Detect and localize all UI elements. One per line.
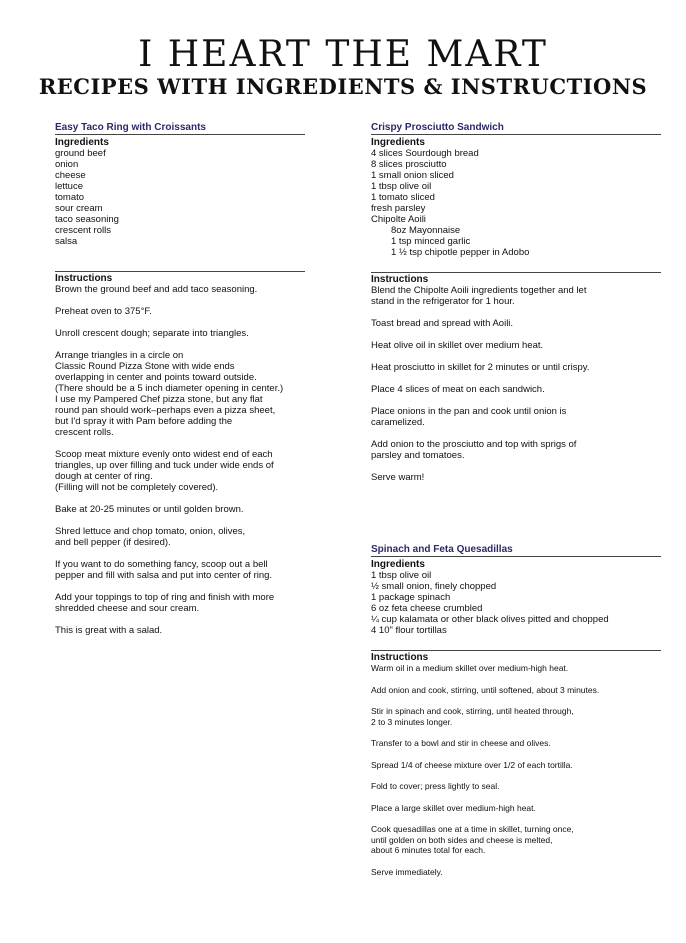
ingredients-list	[55, 148, 305, 247]
list-item: taco seasoning	[55, 214, 119, 225]
instruction-step: Serve warm!	[371, 472, 425, 483]
list-item: 4 slices Sourdough bread	[371, 148, 479, 159]
instruction-step: Heat olive oil in skillet over medium heat.	[371, 340, 544, 351]
instruction-step: Add your toppings to top of ring and finish with more shredded cheese and sour cream.	[55, 592, 275, 614]
instruction-step: Warm oil in a medium skillet over medium-high heat.	[371, 663, 569, 673]
instructions-heading: Instructions	[371, 272, 661, 285]
list-item: 1 ½ tsp chipotle pepper in Adobo	[391, 247, 530, 258]
instructions-heading: Instructions	[371, 650, 661, 663]
instruction-step: Toast bread and spread with Aoili.	[371, 318, 514, 329]
instruction-step: Spread 1/4 of cheese mixture over 1/2 of each tortilla.	[371, 759, 573, 770]
list-item: 1 package spinach	[371, 592, 451, 603]
instruction-step: Arrange triangles in a circle on Classic Round Pizza Stone with wide ends overlapping in center and points toward outside. (There should be a 5 inch diameter opening in center.) I use my Pampered Chef pizza stone, but any flat round pan should work–perhaps even a pizza sheet, but I'd spray it with Pam before adding the crescent rolls.	[55, 350, 284, 438]
recipe-spinach-feta-quesadillas	[371, 544, 661, 877]
instructions-heading: Instructions	[55, 271, 305, 284]
instruction-step: This is great with a salad.	[55, 625, 163, 636]
list-item: Chipolte Aoili	[371, 214, 426, 225]
page-subtitle: RECIPES WITH INGREDIENTS & INSTRUCTIONS	[38, 74, 648, 99]
list-item: salsa	[55, 236, 78, 247]
instruction-step: Preheat oven to 375°F.	[55, 306, 152, 317]
page-title: I HEART THE MART	[138, 34, 548, 75]
list-item: ground beef	[55, 148, 106, 159]
instruction-step: Bake at 20-25 minutes or until golden brown.	[55, 504, 244, 515]
list-item: cheese	[55, 170, 86, 181]
instruction-step: Heat prosciutto in skillet for 2 minutes or until crispy.	[371, 362, 590, 373]
instructions-list	[371, 285, 661, 483]
ingredients-heading: Ingredients	[371, 559, 425, 570]
instruction-step: Place 4 slices of meat on each sandwich.	[371, 384, 545, 395]
instructions-list	[371, 663, 661, 877]
instruction-step: Add onion to the prosciutto and top with sprigs of parsley and tomatoes.	[371, 439, 577, 461]
list-item: ½ small onion, finely chopped	[371, 581, 497, 592]
instruction-step: Stir in spinach and cook, stirring, until heated through, 2 to 3 minutes longer.	[371, 706, 574, 727]
instruction-step: Unroll crescent dough; separate into triangles.	[55, 328, 249, 339]
ingredients-list	[371, 570, 661, 636]
instruction-step: Blend the Chipolte Aoili ingredients together and let stand in the refrigerator for 1 hour.	[371, 285, 587, 307]
list-item: ¼ cup kalamata or other black olives pitted and chopped	[371, 614, 609, 625]
list-item: 1 tsp minced garlic	[391, 236, 471, 247]
ingredients-heading: Ingredients	[371, 137, 425, 148]
recipe-title: Crispy Prosciutto Sandwich	[371, 122, 661, 135]
list-item: 1 tbsp olive oil	[371, 181, 432, 192]
instruction-step: Place a large skillet over medium-high heat.	[371, 802, 536, 813]
recipe-prosciutto-sandwich	[371, 122, 661, 483]
instruction-step: Add onion and cook, stirring, until softened, about 3 minutes.	[371, 684, 600, 695]
list-item: lettuce	[55, 181, 83, 192]
ingredients-heading: Ingredients	[55, 137, 109, 148]
list-item: 1 tbsp olive oil	[371, 570, 432, 581]
list-item: tomato	[55, 192, 85, 203]
list-item: 6 oz feta cheese crumbled	[371, 603, 483, 614]
instruction-step: Place onions in the pan and cook until onion is caramelized.	[371, 406, 567, 428]
recipe-title: Easy Taco Ring with Croissants	[55, 122, 305, 135]
list-item: sour cream	[55, 203, 103, 214]
list-item: 1 small onion sliced	[371, 170, 454, 181]
list-item: 8 slices prosciutto	[371, 159, 447, 170]
instruction-step: If you want to do something fancy, scoop out a bell pepper and fill with salsa and put into center of ring.	[55, 559, 273, 581]
right-column	[371, 122, 661, 888]
ingredients-list	[371, 148, 661, 258]
list-item: fresh parsley	[371, 203, 426, 214]
instruction-step: Shred lettuce and chop tomato, onion, olives, and bell pepper (if desired).	[55, 526, 246, 548]
list-item: 8oz Mayonnaise	[391, 225, 461, 236]
instruction-step: Transfer to a bowl and stir in cheese and olives.	[371, 738, 551, 748]
list-item: 1 tomato sliced	[371, 192, 435, 203]
instructions-list	[55, 284, 305, 636]
recipe-title: Spinach and Feta Quesadillas	[371, 544, 661, 557]
instruction-step: Scoop meat mixture evenly onto widest end of each triangles, up over filling and tuck under wide ends of dough at center of ring. (Filling will not be completely covered).	[55, 449, 274, 493]
instruction-step: Brown the ground beef and add taco seasoning.	[55, 284, 258, 295]
instruction-step: Fold to cover; press lightly to seal.	[371, 781, 500, 791]
recipe-taco-ring	[55, 122, 305, 647]
list-item: crescent rolls	[55, 225, 111, 236]
list-item: onion	[55, 159, 79, 170]
instruction-step: Serve immediately.	[371, 866, 443, 877]
list-item: 4 10" flour tortillas	[371, 625, 447, 636]
instruction-step: Cook quesadillas one at a time in skillet, turning once, until golden on both sides and cheese is melted, about 6 minutes total for each.	[371, 824, 574, 855]
